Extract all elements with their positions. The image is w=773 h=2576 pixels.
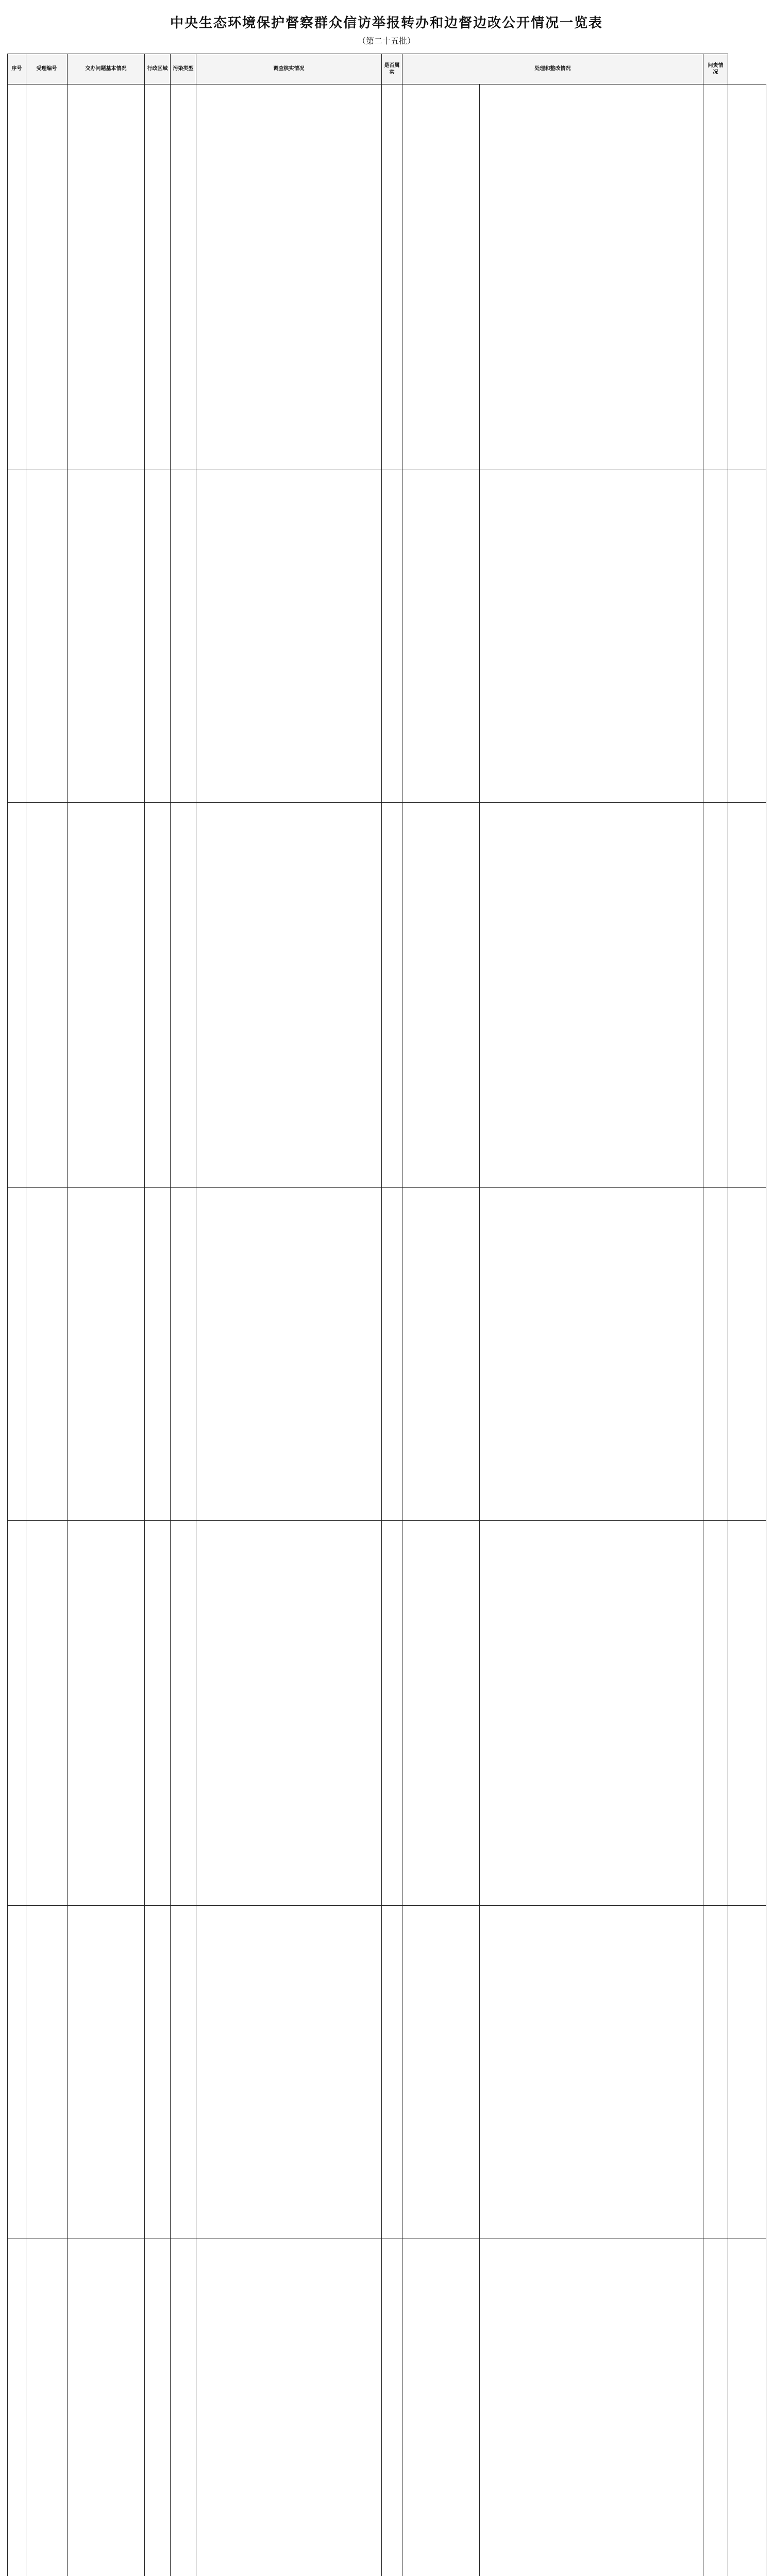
- batch-label: （第二十五批）: [357, 36, 415, 46]
- cell-handling: [402, 1906, 480, 2239]
- cell-code: [26, 1521, 68, 1906]
- cell-region: [145, 1906, 171, 2239]
- cell-accountability: [480, 469, 703, 803]
- cell-accountability: [480, 84, 703, 469]
- cell-status: [703, 1188, 728, 1521]
- cell-accountability: [480, 1906, 703, 2239]
- table-row: [8, 2239, 766, 2576]
- cell-status: [703, 84, 728, 469]
- cell-issue: [68, 84, 145, 469]
- complaint-table: [7, 54, 766, 2576]
- cell-extra: [728, 1521, 766, 1906]
- table-row: [8, 84, 766, 469]
- cell-code: [26, 84, 68, 469]
- cell-no: [8, 84, 26, 469]
- cell-no: [8, 1906, 26, 2239]
- cell-code: [26, 803, 68, 1188]
- cell-no: [8, 1188, 26, 1521]
- header-accountability: 问责情况: [703, 54, 728, 84]
- cell-type: [171, 1906, 196, 2239]
- cell-status: [703, 1906, 728, 2239]
- cell-investigation: [196, 84, 382, 469]
- cell-region: [145, 803, 171, 1188]
- cell-type: [171, 1521, 196, 1906]
- cell-issue: [68, 2239, 145, 2576]
- cell-verified: [382, 2239, 402, 2576]
- cell-investigation: [196, 803, 382, 1188]
- cell-extra: [728, 1188, 766, 1521]
- cell-handling: [402, 84, 480, 469]
- cell-code: [26, 1188, 68, 1521]
- cell-status: [703, 803, 728, 1188]
- cell-no: [8, 1521, 26, 1906]
- cell-accountability: [480, 1521, 703, 1906]
- cell-verified: [382, 84, 402, 469]
- cell-handling: [402, 1521, 480, 1906]
- cell-type: [171, 469, 196, 803]
- cell-investigation: [196, 1521, 382, 1906]
- table-row: [8, 1188, 766, 1521]
- table-row: [8, 1906, 766, 2239]
- cell-type: [171, 803, 196, 1188]
- cell-region: [145, 84, 171, 469]
- cell-issue: [68, 469, 145, 803]
- cell-region: [145, 2239, 171, 2576]
- cell-issue: [68, 1188, 145, 1521]
- cell-no: [8, 803, 26, 1188]
- cell-type: [171, 1188, 196, 1521]
- header-investigation: 调查核实情况: [196, 54, 382, 84]
- cell-issue: [68, 803, 145, 1188]
- cell-type: [171, 84, 196, 469]
- cell-code: [26, 1906, 68, 2239]
- cell-region: [145, 1188, 171, 1521]
- cell-accountability: [480, 2239, 703, 2576]
- cell-extra: [728, 803, 766, 1188]
- page-title: 中央生态环境保护督察群众信访举报转办和边督边改公开情况一览表: [170, 15, 603, 31]
- cell-handling: [402, 1188, 480, 1521]
- cell-handling: [402, 803, 480, 1188]
- cell-issue: [68, 1521, 145, 1906]
- cell-investigation: [196, 1188, 382, 1521]
- header-handling: 处理和整改情况: [402, 54, 703, 84]
- cell-status: [703, 469, 728, 803]
- cell-accountability: [480, 1188, 703, 1521]
- header-verified: 是否属实: [382, 54, 402, 84]
- cell-region: [145, 469, 171, 803]
- cell-investigation: [196, 1906, 382, 2239]
- cell-investigation: [196, 2239, 382, 2576]
- table-row: [8, 803, 766, 1188]
- cell-verified: [382, 1906, 402, 2239]
- cell-issue: [68, 1906, 145, 2239]
- cell-extra: [728, 2239, 766, 2576]
- table-row: [8, 469, 766, 803]
- cell-region: [145, 1521, 171, 1906]
- table-row: [8, 1521, 766, 1906]
- header-type: 污染类型: [171, 54, 196, 84]
- cell-verified: [382, 469, 402, 803]
- cell-investigation: [196, 469, 382, 803]
- cell-extra: [728, 1906, 766, 2239]
- cell-verified: [382, 803, 402, 1188]
- cell-code: [26, 2239, 68, 2576]
- cell-no: [8, 2239, 26, 2576]
- cell-accountability: [480, 803, 703, 1188]
- cell-extra: [728, 84, 766, 469]
- header-issue: 交办问题基本情况: [68, 54, 145, 84]
- cell-verified: [382, 1521, 402, 1906]
- header-code: 受理编号: [26, 54, 68, 84]
- cell-type: [171, 2239, 196, 2576]
- cell-no: [8, 469, 26, 803]
- cell-code: [26, 469, 68, 803]
- header-region: 行政区域: [145, 54, 171, 84]
- cell-status: [703, 2239, 728, 2576]
- cell-handling: [402, 2239, 480, 2576]
- cell-status: [703, 1521, 728, 1906]
- cell-handling: [402, 469, 480, 803]
- cell-verified: [382, 1188, 402, 1521]
- table-header-row: [8, 54, 766, 84]
- cell-extra: [728, 469, 766, 803]
- header-no: 序号: [8, 54, 26, 84]
